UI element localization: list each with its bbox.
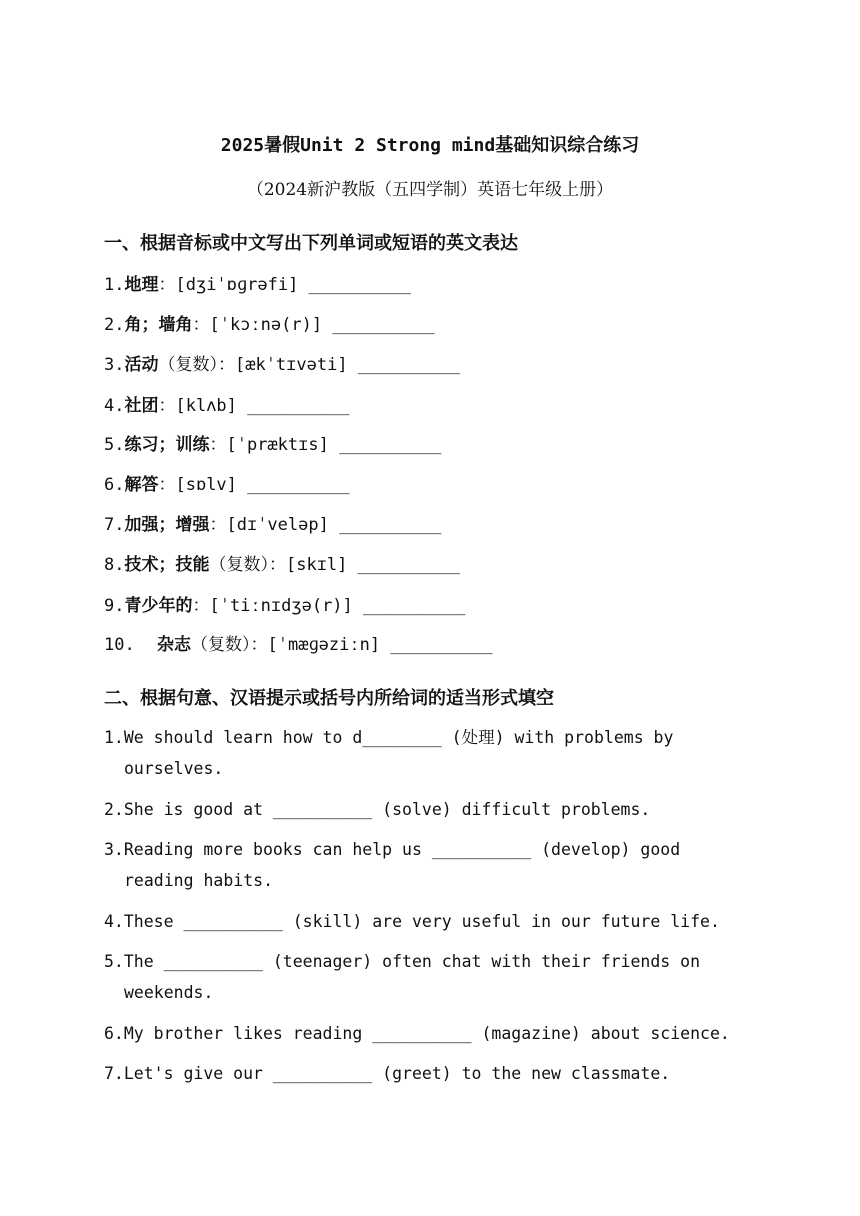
exercise-item: 3.Reading more books can help us __________ (develop) good reading habits. [104, 840, 681, 890]
vocab-item: 3.活动（复数）：[ækˈtɪvəti] __________ [104, 355, 461, 375]
section1-heading: 一、根据音标或中文写出下列单词或短语的英文表达 [104, 233, 518, 254]
exercise-item: 7.Let's give our __________ (greet) to the new classmate. [104, 1064, 671, 1083]
vocab-item: 1.地理：[dʒiˈɒɡrəfi] __________ [104, 275, 411, 295]
exercise-item: 6.My brother likes reading __________ (magazine) about science. [104, 1024, 730, 1043]
vocab-item: 6.解答：[sɒlv] __________ [104, 475, 350, 495]
vocab-item: 9.青少年的：[ˈtiːnɪdʒə(r)] __________ [104, 596, 466, 616]
section2-heading: 二、根据句意、汉语提示或括号内所给词的适当形式填空 [104, 688, 554, 709]
vocab-item: 8.技术；技能（复数）：[skɪl] __________ [104, 555, 460, 575]
vocab-item: 7.加强；增强：[dɪˈveləp] __________ [104, 515, 442, 535]
page-title: 2025暑假Unit 2 Strong mind基础知识综合练习 [220, 135, 640, 156]
exercise-item: 4.These __________ (skill) are very useful in our future life. [104, 912, 720, 931]
exercise-item: 5.The __________ (teenager) often chat with their friends on weekends. [104, 952, 701, 1002]
vocab-item: 5.练习；训练：[ˈpræktɪs] __________ [104, 435, 442, 455]
vocab-item: 10. 杂志（复数）：[ˈmæɡəziːn] __________ [104, 635, 493, 655]
vocab-item: 4.社团：[klʌb] __________ [104, 396, 350, 416]
exercise-item: 2.She is good at __________ (solve) difficult problems. [104, 800, 651, 819]
vocab-item: 2.角；墙角：[ˈkɔːnə(r)] __________ [104, 315, 435, 335]
page-subtitle: （2024新沪教版（五四学制）英语七年级上册） [246, 180, 614, 200]
exercise-item: 1.We should learn how to d________ (处理) with problems by ourselves. [104, 728, 674, 778]
